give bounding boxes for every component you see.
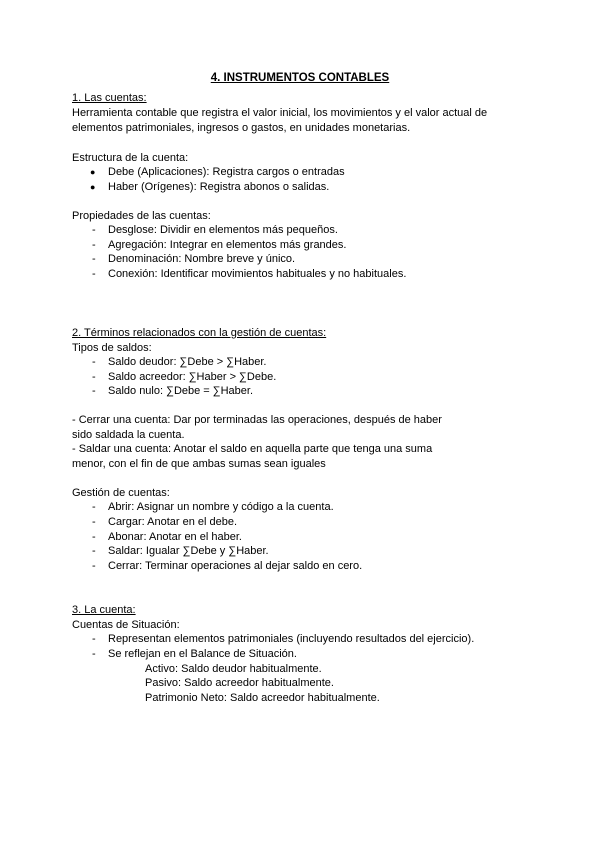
- section-3-heading: 3. La cuenta:: [72, 604, 136, 616]
- situacion-label: Cuentas de Situación:: [72, 619, 180, 631]
- cerrar-line-2: sido saldada la cuenta.: [72, 429, 185, 441]
- dash-icon: -: [92, 501, 96, 513]
- dash-icon: -: [92, 385, 96, 397]
- dash-icon: -: [92, 268, 96, 280]
- bullet-dot-icon: ●: [90, 167, 96, 177]
- propiedades-label: Propiedades de las cuentas:: [72, 210, 211, 222]
- dash-icon: -: [92, 371, 96, 383]
- balance-pasivo: Pasivo: Saldo acreedor habitualmente.: [145, 677, 334, 689]
- dash-icon: -: [92, 516, 96, 528]
- cerrar-line-1: - Cerrar una cuenta: Dar por terminadas las operaciones, después de haber: [72, 414, 442, 426]
- dash-icon: -: [92, 356, 96, 368]
- page-title: 4. INSTRUMENTOS CONTABLES: [210, 72, 390, 84]
- bullet-dot-icon: ●: [90, 182, 96, 192]
- tipos-label: Tipos de saldos:: [72, 342, 152, 354]
- definition-line-1: Herramienta contable que registra el valor inicial, los movimientos y el valor actual de: [72, 107, 488, 119]
- definition-line-2: elementos patrimoniales, ingresos o gastos, en unidades monetarias.: [72, 122, 411, 134]
- dash-icon: -: [92, 560, 96, 572]
- dash-icon: -: [92, 648, 96, 660]
- section-1-heading: 1. Las cuentas:: [72, 92, 147, 104]
- dash-icon: -: [92, 633, 96, 645]
- balance-patrimonio-neto: Patrimonio Neto: Saldo acreedor habitualmente.: [145, 692, 380, 704]
- section-2-heading: 2. Términos relacionados con la gestión de cuentas:: [72, 327, 327, 339]
- dash-icon: -: [92, 224, 96, 236]
- dash-icon: -: [92, 239, 96, 251]
- dash-icon: -: [92, 253, 96, 265]
- dash-icon: -: [92, 531, 96, 543]
- saldar-line-2: menor, con el fin de que ambas sumas sean iguales: [72, 458, 326, 470]
- gestion-label: Gestión de cuentas:: [72, 487, 170, 499]
- estructura-label: Estructura de la cuenta:: [72, 152, 189, 164]
- dash-icon: -: [92, 545, 96, 557]
- balance-activo: Activo: Saldo deudor habitualmente.: [145, 663, 322, 675]
- saldar-line-1: - Saldar una cuenta: Anotar el saldo en aquella parte que tenga una suma: [72, 443, 433, 455]
- document-page: 4. INSTRUMENTOS CONTABLES 1. Las cuentas: Herramienta contable que registra el valor inicial, los movimientos y el valor actual de elementos patrimoniales, ingresos o gastos, en unidades monetarias. Estructura de la cuenta: ● Debe (Aplicaciones): Registra cargos o entradas ● Haber (Orígenes): Registra abonos o salidas. Propiedades de las cuentas: - Desglose: Dividir en elementos más pequeños. - Agregación: Integrar en elementos más grandes. - Denominación: Nombre breve y único. - Conexión: Identificar movimientos habituales y no habituales. 2. Términos relacionados con la gestión de cuentas: Tipos de saldos: - Saldo deudor: ∑Debe > ∑Haber. - Saldo acreedor: ∑Haber > ∑Debe. - Saldo nulo: ∑Debe = ∑Haber. - Cerrar una cuenta: Dar por terminadas las operaciones, después de haber sido saldada la cuenta. - Saldar una cuenta: Anotar el saldo en aquella parte que tenga una suma menor, con el fin de que ambas sumas sean iguales Gestión de cuentas: - Abrir: Asignar un nombre y código a la cuenta. - Cargar: Anotar en el debe. - Abonar: Anotar en el haber. - Saldar: Igualar ∑Debe y ∑Haber. - Cerrar: Terminar operaciones al dejar saldo en cero. 3. La cuenta: Cuentas de Situación: - Representan elementos patrimoniales (incluyendo resultados del ejercicio). - Se reflejan en el Balance de Situación. Activo: Saldo deudor habitualmente. Pasivo: Saldo acreedor habitualmente. Patrimonio Neto: Saldo acreedor habitualmente.: [0, 0, 600, 848]
